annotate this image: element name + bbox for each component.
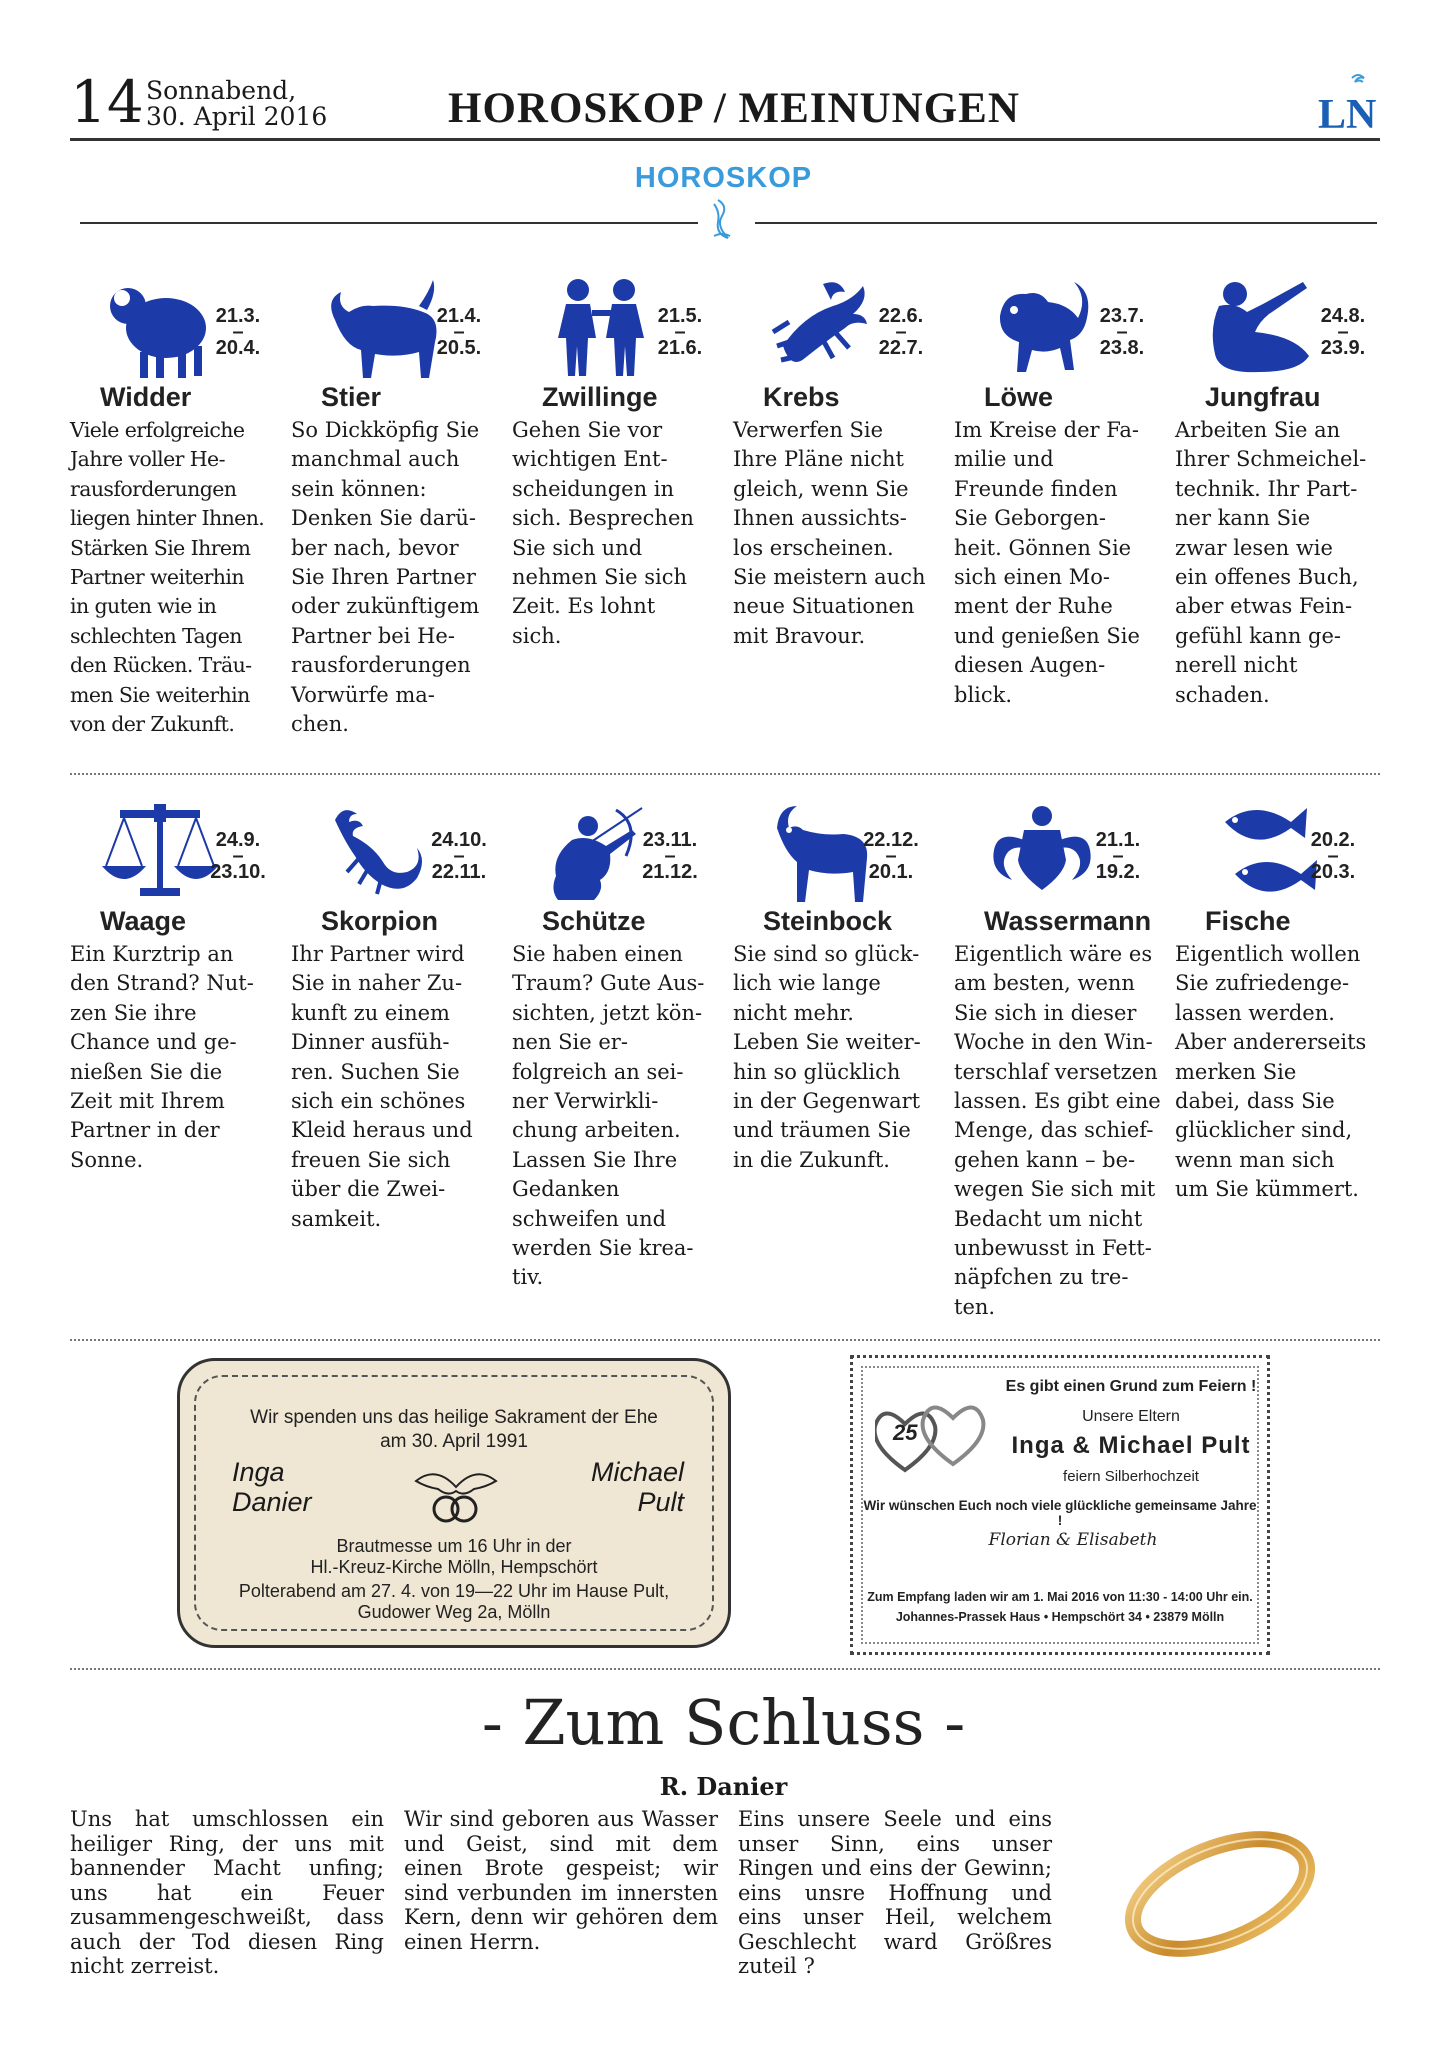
parents-label: Unsere Eltern: [1082, 1408, 1180, 1425]
date-from: 24.8.: [1320, 305, 1366, 327]
sign-loewe: 23.7. – 23.8. Löwe Im Kreise der Fa- milie und Freunde finden Sie Geborgen- heit. Gönnen Sie sich einen Mo- ment der Ruhe und genießen Sie diesen Augen- blick.: [954, 276, 1164, 710]
gull-icon: [710, 196, 740, 250]
polter-line2: Gudower Weg 2a, Mölln: [357, 1602, 551, 1622]
date-from: 23.11.: [642, 829, 698, 851]
mass-line2: Hl.-Kreuz-Kirche Mölln, Hempschört: [310, 1557, 598, 1577]
sign-name: Löwe: [984, 382, 1054, 412]
sign-waage: 24.9. – 23.10. Waage Ein Kurztrip an den Strand? Nut- zen Sie ihre Chance und ge- nießen Sie die Zeit mit Ihrem Partner in der Sonne.: [70, 800, 280, 1175]
wedding-line1: Wir spenden uns das heilige Sakrament der Ehe: [250, 1407, 658, 1428]
sign-text: Arbeiten Sie an Ihrer Schmeichel- technik. Ihr Part- ner kann Sie zwar lesen wie ein offenes Buch, aber etwas Fein- gefühl kann ge- nerell nicht schaden.: [1175, 418, 1367, 707]
sign-text: Verwerfen Sie Ihre Pläne nicht gleich, wenn Sie Ihnen aussichts- los erscheinen. Sie meistern auch neue Situationen mit Bravour.: [733, 418, 926, 648]
date-from: 24.10.: [431, 829, 487, 851]
sign-name: Fische: [1205, 906, 1291, 936]
date-from: 21.5.: [657, 305, 703, 327]
silver-wedding-ad: [850, 1355, 1270, 1655]
closing-author: R. Danier: [659, 1772, 788, 1801]
anniversary-number: 25: [893, 1420, 918, 1445]
sign-text: So Dickköpfig Sie manchmal auch sein können: Denken Sie darü- ber nach, bevor Sie Ihren Partner oder zukünftigem Partner bei He- rausforderungen Vorwürfe ma- chen.: [291, 418, 480, 737]
date-to: 23.8.: [1099, 337, 1145, 359]
date-from: 22.12.: [863, 829, 919, 851]
date-from: 21.3.: [215, 305, 261, 327]
wedding-date: am 30. April 1991: [380, 1431, 528, 1452]
date-to: 20.3.: [1310, 861, 1356, 883]
date-to: 22.7.: [878, 337, 924, 359]
date-weekday: Sonnabend,: [146, 76, 297, 105]
row-separator-2: [70, 1339, 1380, 1341]
sign-text: Im Kreise der Fa- milie und Freunde finden Sie Geborgen- heit. Gönnen Sie sich einen Mo- ment der Ruhe und genießen Sie diesen Augen- blick.: [954, 418, 1140, 707]
date-to: 20.1.: [868, 861, 914, 883]
waterman-icon: [984, 800, 1102, 904]
hearts-icon: [875, 1394, 1005, 1484]
sign-stier: 21.4. – 20.5. Stier So Dickköpfig Sie manchmal auch sein können: Denken Sie darü- ber nach, bevor Sie Ihren Partner oder zukünftigem Partner bei He- rausforderungen Vorwürfe ma- chen.: [291, 276, 501, 739]
date-from: 23.7.: [1099, 305, 1145, 327]
sign-text: Sie sind so glück- lich wie lange nicht mehr. Leben Sie weiter- hin so glücklich in der Gegenwart und träumen Sie in die Zukunft.: [733, 942, 921, 1172]
section-title: HOROSKOP / MEINUNGEN: [448, 85, 1020, 132]
sign-name: Stier: [321, 382, 382, 412]
sign-name: Jungfrau: [1205, 382, 1321, 412]
wedding-announcement-1991: [177, 1358, 731, 1648]
sign-skorpion: 24.10. – 22.11. Skorpion Ihr Partner wird Sie in naher Zu- kunft zu einem Dinner ausfüh- ren. Suchen Sie sich ein schönes Kleid heraus und freuen Sie sich über die Zwei- samkeit.: [291, 800, 501, 1234]
sign-fische: 20.2. – 20.3. Fische Eigentlich wollen Sie zufriedenge- lassen werden. Aber andererseits merken Sie dabei, dass Sie glücklicher sind, wenn man sich um Sie kümmert.: [1175, 800, 1385, 1205]
mass-line1: Brautmesse um 16 Uhr in der: [336, 1536, 572, 1556]
virgin-icon: [1205, 276, 1323, 380]
sign-name: Wassermann: [984, 906, 1152, 936]
sign-wassermann: 21.1. – 19.2. Wassermann Eigentlich wäre es am besten, wenn Sie sich in dieser Woche in den Win- terschlaf versetzen lassen. Es gibt eine Menge, das schief- gehen kann – be- wegen Sie sich mit Bedacht um nicht unbewusst in Fett- näpfchen zu tre- ten.: [954, 800, 1164, 1322]
row-separator-3: [70, 1668, 1380, 1670]
polter-line1: Polterabend am 27. 4. von 19—22 Uhr im Hause Pult,: [238, 1581, 670, 1601]
date-to: 22.11.: [431, 861, 487, 883]
date-to: 20.4.: [215, 337, 261, 359]
groom-last: Pult: [637, 1487, 684, 1517]
twins-icon: [542, 276, 660, 380]
groom-first: Michael: [590, 1457, 684, 1487]
bride-last: Danier: [232, 1487, 312, 1517]
date-from: 21.4.: [436, 305, 482, 327]
sign-text: Sie haben einen Traum? Gute Aus- sichten, jetzt kön- nen Sie er- folgreich an sei- ner Verwirkli- chung arbeiten. Lassen Sie Ihre Gedanken schweifen und werden Sie krea- tiv.: [512, 942, 705, 1290]
ln-logo: [1318, 72, 1378, 134]
poem-column-3: Eins unsere Seele und eins unser Sinn, eins unser Ringen und eins der Gewinn; eins unsre Hoffnung und eins unser Heil, welchem Geschlecht ward Größres zuteil ?: [738, 1807, 1052, 1978]
date-to: 19.2.: [1095, 861, 1141, 883]
sign-text: Viele erfolgreiche Jahre voller He- rausforderungen liegen hinter Ihnen. Stärken Sie Ihrem Partner weiterhin in guten wie in schlechten Tagen den Rücken. Träu- men Sie weiterhin von der Zukunft.: [70, 418, 265, 737]
reception-line2: Johannes-Prassek Haus • Hempschört 34 • 23879 Mölln: [895, 1610, 1225, 1624]
sign-text: Eigentlich wollen Sie zufriedenge- lassen werden. Aber andererseits merken Sie dabei, dass Sie glücklicher sind, wenn man sich um Sie kümmert.: [1175, 942, 1367, 1202]
row-separator: [70, 773, 1380, 775]
groom-name: [591, 1457, 684, 1517]
sign-text: Eigentlich wäre es am besten, wenn Sie sich in dieser Woche in den Win- terschlaf versetzen lassen. Es gibt eine Menge, das schief- gehen kann – be- wegen Sie sich mit Bedacht um nicht unbewusst in Fett- näpfchen zu tre- ten.: [954, 942, 1161, 1319]
sign-text: Ihr Partner wird Sie in naher Zu- kunft zu einem Dinner ausfüh- ren. Suchen Sie sich ein schönes Kleid heraus und freuen Sie sich über die Zwei- samkeit.: [291, 942, 473, 1231]
date-to: 21.6.: [657, 337, 703, 359]
header-rule: [70, 138, 1380, 141]
sign-schuetze: 23.11. – 21.12. Schütze Sie haben einen Traum? Gute Aus- sichten, jetzt kön- nen Sie er- folgreich an sei- ner Verwirkli- chung arbeiten. Lassen Sie Ihre Gedanken schweifen und werden Sie krea- tiv.: [512, 800, 722, 1293]
sign-text: Ein Kurztrip an den Strand? Nut- zen Sie ihre Chance und ge- nießen Sie die Zeit mit Ihrem Partner in der Sonne.: [70, 942, 254, 1172]
date-to: 20.5.: [436, 337, 482, 359]
sign-krebs: 22.6. – 22.7. Krebs Verwerfen Sie Ihre Pläne nicht gleich, wenn Sie Ihnen aussichts- los erscheinen. Sie meistern auch neue Situationen mit Bravour.: [733, 276, 943, 651]
signature: Florian & Elisabeth: [988, 1530, 1158, 1550]
divider-right: [755, 222, 1377, 224]
date-from: 22.6.: [878, 305, 924, 327]
date-to: 23.9.: [1320, 337, 1366, 359]
date-to: 21.12.: [642, 861, 698, 883]
poem-column-2: Wir sind geboren aus Wasser und Geist, sind mit dem einen Brote gespeist; wir sind verbunden im innersten Kern, denn wir gehören dem einen Herrn.: [404, 1807, 718, 1954]
bride-name: [232, 1457, 312, 1517]
sign-name: Krebs: [763, 382, 840, 412]
wish-line: Wir wünschen Euch noch viele glückliche gemeinsame Jahre !: [863, 1498, 1257, 1528]
celebrate-line: feiern Silberhochzeit: [1063, 1468, 1199, 1485]
doves-rings-icon: [406, 1461, 506, 1531]
couple-names: Inga & Michael Pult: [1011, 1432, 1251, 1459]
gold-ring-image: [1110, 1816, 1330, 1966]
logo-text: LN: [1318, 92, 1377, 134]
bride-first: Inga: [232, 1457, 285, 1487]
sign-steinbock: 22.12. – 20.1. Steinbock Sie sind so glück- lich wie lange nicht mehr. Leben Sie weiter- hin so glücklich in der Gegenwart und träumen Sie in die Zukunft.: [733, 800, 943, 1175]
divider-left: [80, 222, 698, 224]
headline: Es gibt einen Grund zum Feiern !: [1005, 1378, 1257, 1395]
issue-date: [146, 78, 327, 130]
crab-icon: [763, 276, 881, 380]
date-day: 30. April 2016: [146, 102, 328, 131]
date-to: 23.10.: [210, 861, 266, 883]
sign-name: Schütze: [542, 906, 646, 936]
page-number: 14: [70, 68, 144, 136]
bull-icon: [321, 276, 439, 380]
date-from: 24.9.: [215, 829, 261, 851]
date-from: 21.1.: [1095, 829, 1141, 851]
sign-name: Widder: [100, 382, 192, 412]
sign-name: Zwillinge: [542, 382, 658, 412]
sign-name: Waage: [100, 906, 187, 936]
sign-name: Steinbock: [763, 906, 893, 936]
ram-icon: [100, 276, 218, 380]
sign-name: Skorpion: [321, 906, 439, 936]
scorpion-icon: [321, 800, 439, 904]
sign-jungfrau: 24.8. – 23.9. Jungfrau Arbeiten Sie an Ihrer Schmeichel- technik. Ihr Part- ner kann Sie zwar lesen wie ein offenes Buch, aber etwas Fein- gefühl kann ge- nerell nicht schaden.: [1175, 276, 1385, 710]
sign-widder: 21.3. – 20.4. Widder Viele erfolgreiche Jahre voller He- rausforderungen liegen hinter Ihnen. Stärken Sie Ihrem Partner weiterhin in guten wie in schlechten Tagen den Rücken. Träu- men Sie weiterhin von der Zukunft.: [70, 276, 280, 739]
closing-title: - Zum Schluss -: [481, 1686, 966, 1759]
poem-column-1: Uns hat umschlossen ein heiliger Ring, der uns mit bannender Macht unfing; uns hat ein Feuer zusammengeschweißt, dass auch der Tod diesen Ring nicht zerreist.: [70, 1807, 384, 1978]
horoscope-heading: HOROSKOP: [634, 162, 813, 194]
lion-icon: [984, 276, 1102, 380]
sign-text: Gehen Sie vor wichtigen Ent- scheidungen in sich. Besprechen Sie sich und nehmen Sie sich Zeit. Es lohnt sich.: [512, 418, 694, 648]
reception-line1: Zum Empfang laden wir am 1. Mai 2016 von 11:30 - 14:00 Uhr ein.: [867, 1590, 1253, 1604]
scales-icon: [100, 800, 218, 904]
sign-zwillinge: 21.5. – 21.6. Zwillinge Gehen Sie vor wichtigen Ent- scheidungen in sich. Besprechen Sie sich und nehmen Sie sich Zeit. Es lohnt sich.: [512, 276, 722, 651]
date-from: 20.2.: [1310, 829, 1356, 851]
